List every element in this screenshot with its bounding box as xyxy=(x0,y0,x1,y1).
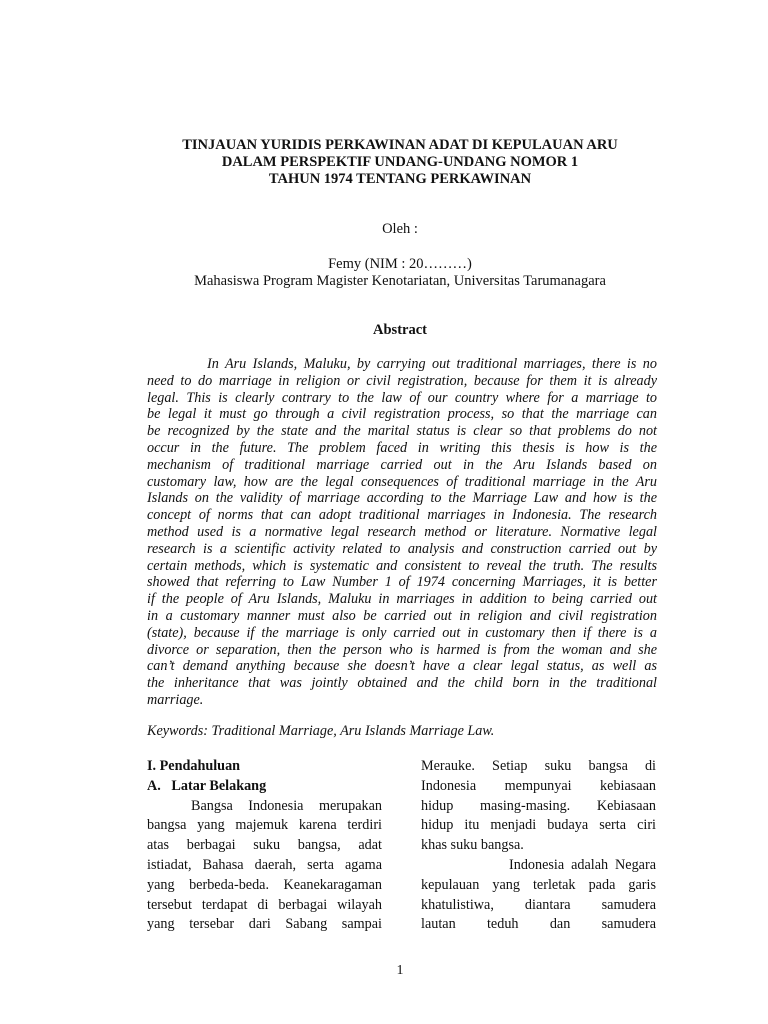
text-line: research is a scientific activity related to analysis and construction carried out by xyxy=(147,540,657,557)
text-line: atas berbagai suku bangsa, adat xyxy=(147,837,382,854)
left-column xyxy=(147,757,382,935)
text-line: be legal it must go through a civil registration process, so that the marriage can xyxy=(147,406,657,423)
text-line: concept of norms that can adopt traditional marriages in Indonesia. The research xyxy=(147,507,657,524)
abstract-body xyxy=(147,356,657,709)
title-line: DALAM PERSPEKTIF UNDANG-UNDANG NOMOR 1 xyxy=(221,154,579,170)
text-line: customary law, how are the legal consequences of traditional marriage in the Aru xyxy=(147,473,657,490)
text-line: hidup itu menjadi budaya serta ciri xyxy=(421,817,656,834)
author: Femy (NIM : 20………) xyxy=(328,256,472,272)
text-line: hidup masing-masing. Kebiasaan xyxy=(421,797,656,814)
abstract-heading: Abstract xyxy=(373,322,427,338)
text-line: certain methods, which is systematic and consistent to reveal the truth. The results xyxy=(147,557,657,574)
text-line: need to do marriage in religion or civil registration, because for them it is already xyxy=(147,372,657,389)
paper-title xyxy=(0,137,768,188)
text-line: istiadat, Bahasa daerah, serta agama xyxy=(147,856,382,873)
text-line: Merauke. Setiap suku bangsa di xyxy=(421,758,656,774)
text-line: khatulistiwa, diantara samudera xyxy=(421,896,656,913)
right-column xyxy=(421,757,656,935)
text-line: divorce or separation, then the person who is harmed is from the woman and she xyxy=(147,641,657,658)
text-line: can’t demand anything because she doesn’t have a clear legal status, as well as xyxy=(147,658,657,675)
affiliation: Mahasiswa Program Magister Kenotariatan, Universitas Tarumanagara xyxy=(194,273,606,289)
text-line: showed that referring to Law Number 1 of 1974 concerning Marriages, it is better xyxy=(147,574,657,591)
text-line: Islands on the validity of marriage according to the Marriage Law and how is the xyxy=(147,490,657,507)
text-line: mechanism of traditional marriage carried out in the Aru Islands based on xyxy=(147,456,657,473)
text-line: the inheritance that was jointly obtained and the child born in the traditional xyxy=(147,675,657,692)
text-line: Bangsa Indonesia merupakan xyxy=(191,797,382,814)
text-line: be recognized by the state and the marital status is clear so that problems do not xyxy=(147,423,657,440)
subsection-heading: A. Latar Belakang xyxy=(147,777,267,794)
text-line: Indonesia adalah Negara xyxy=(509,856,656,873)
text-line: khas suku bangsa. xyxy=(421,837,524,854)
section-heading: I. Pendahuluan xyxy=(147,758,241,774)
text-line: in a customary manner must also be carried out in religion and civil registration xyxy=(147,607,657,624)
text-line: lautan teduh dan samudera xyxy=(421,916,656,933)
text-line: (state), because if the marriage is only carried out in customary then if there is a xyxy=(147,624,657,641)
text-line: Indonesia mempunyai kebiasaan xyxy=(421,777,656,794)
text-line: bangsa yang majemuk karena terdiri xyxy=(147,817,382,834)
text-line: yang tersebar dari Sabang sampai xyxy=(147,916,382,933)
text-line: marriage. xyxy=(147,691,204,708)
text-line: method used is a normative legal research method or literature. Normative legal xyxy=(147,523,657,540)
text-line: kepulauan yang terletak pada garis xyxy=(421,876,656,893)
page-number: 1 xyxy=(396,963,404,978)
title-line: TINJAUAN YURIDIS PERKAWINAN ADAT DI KEPULAUAN ARU xyxy=(182,137,618,153)
text-line: In Aru Islands, Maluku, by carrying out traditional marriages, there is no xyxy=(207,356,657,372)
title-line: TAHUN 1974 TENTANG PERKAWINAN xyxy=(268,171,532,187)
text-line: yang berbeda-beda. Keanekaragaman xyxy=(147,876,382,893)
text-line: if the people of Aru Islands, Maluku in marriages in addition to being carried out xyxy=(147,591,657,608)
text-line: tersebut terdapat di berbagai wilayah xyxy=(147,896,382,913)
text-line: legal. This is clearly contrary to the law of our country where for a marriage to xyxy=(147,389,657,406)
keywords: Keywords: Traditional Marriage, Aru Islands Marriage Law. xyxy=(147,723,495,739)
by-label: Oleh : xyxy=(382,221,418,237)
text-line: occur in the future. The problem faced in writing this thesis is how is the xyxy=(147,439,657,456)
